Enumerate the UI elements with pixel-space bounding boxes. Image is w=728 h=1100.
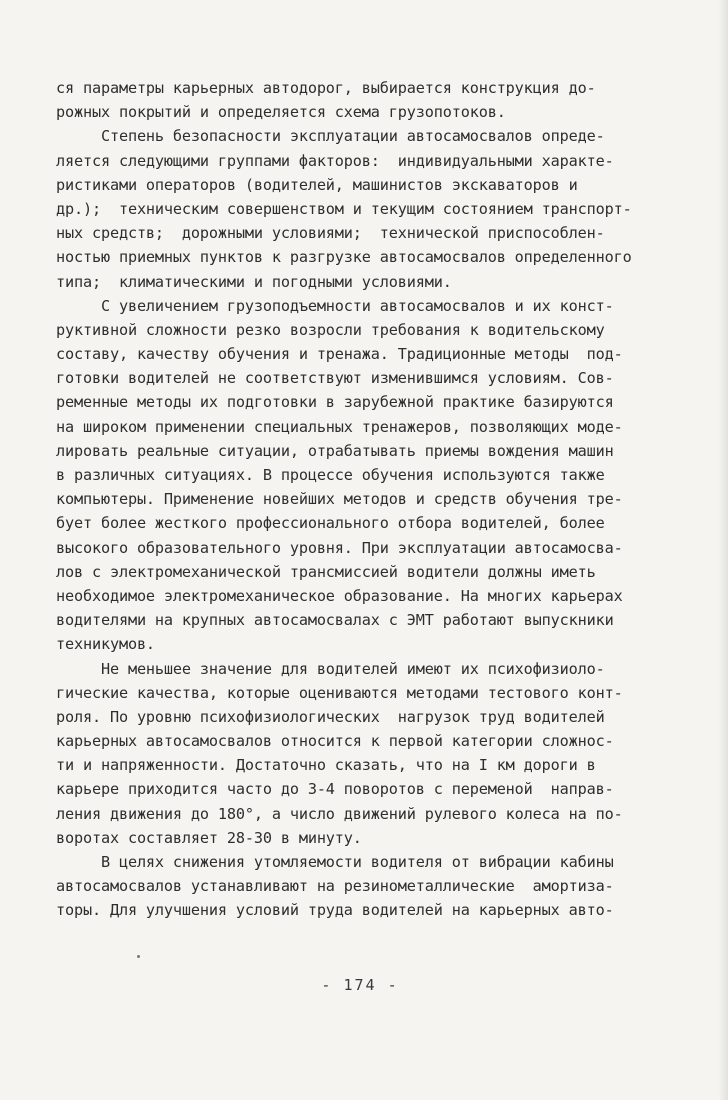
text-line: бует более жесткого профессионального отбора водителей, более xyxy=(56,514,605,533)
text-line: ристиками операторов (водителей, машинистов экскаваторов и xyxy=(56,175,578,194)
text-line: Не меньшее значение для водителей имеют их психофизиоло- xyxy=(56,659,605,678)
text-line: карьере приходится часто до 3-4 поворотов с переменой направ- xyxy=(56,780,614,799)
text-line: воротах составляет 28-30 в минуту. xyxy=(56,828,362,847)
text-line: в различных ситуациях. В процессе обучения используются также xyxy=(56,466,605,484)
text-line: ременные методы их подготовки в зарубежной практике базируются xyxy=(56,393,614,412)
text-line: на широком применении специальных тренажеров, позволяющих моде- xyxy=(56,417,623,436)
text-line: техникумов. xyxy=(56,635,155,654)
text-line: лов с электромеханической трансмиссией водители должны иметь xyxy=(56,562,596,581)
text-line: ся параметры карьерных автодорог, выбирается конструкция до- xyxy=(56,79,596,97)
text-line: ти и напряженности. Достаточно сказать, что на I км дороги в xyxy=(56,756,596,775)
text-line: типа; климатическими и погодными условиями. xyxy=(56,272,452,291)
text-line: ностью приемных пунктов к разгрузке автосамосвалов определенного xyxy=(56,248,632,267)
text-line: роля. По уровню психофизиологических нагрузок труд водителей xyxy=(56,707,605,726)
text-line: Степень безопасности эксплуатации автосамосвалов опреде- xyxy=(56,127,605,146)
text-line: ных средств; дорожными условиями; технической приспособлен- xyxy=(56,224,605,243)
text-line: торы. Для улучшения условий труда водителей на карьерных авто- xyxy=(56,901,614,920)
text-line: автосамосвалов устанавливают на резинометаллические амортиза- xyxy=(56,877,614,896)
text-line: гические качества, которые оцениваются методами тестового конт- xyxy=(56,683,623,702)
text-line: готовки водителей не соответствуют изменившимся условиям. Сов- xyxy=(56,369,614,388)
text-line: необходимое электромеханическое образование. На многих карьерах xyxy=(56,586,623,605)
body-text xyxy=(56,76,701,923)
text-line: др.); техническим совершенством и текущим состоянием транспорт- xyxy=(56,199,632,218)
text-line: высокого образовательного уровня. При эксплуатации автосамосва- xyxy=(56,538,623,557)
text-line: руктивной сложности резко возросли требования к водительскому xyxy=(56,320,605,339)
page-number: - 174 - xyxy=(321,976,399,994)
text-line: компьютеры. Применение новейших методов и средств обучения тре- xyxy=(56,490,623,509)
text-line: рожных покрытий и определяется схема грузопотоков. xyxy=(56,103,506,122)
text-line: составу, качеству обучения и тренажа. Традиционные методы под- xyxy=(56,345,623,364)
text-line: лировать реальные ситуации, отрабатывать приемы вождения машин xyxy=(56,441,614,460)
scan-speck xyxy=(137,955,140,958)
text-line: карьерных автосамосвалов относится к первой категории сложнос- xyxy=(56,732,614,751)
text-line: С увеличением грузоподъемности автосамосвалов и их конст- xyxy=(56,296,614,315)
text-line: ляется следующими группами факторов: индивидуальными характе- xyxy=(56,151,614,170)
text-line: В целях снижения утомляемости водителя от вибрации кабины xyxy=(56,853,614,871)
text-line: ления движения до 180°, а число движений рулевого колеса на по- xyxy=(56,804,623,823)
text-line: водителями на крупных автосамосвалах с ЭМТ работают выпускники xyxy=(56,611,614,630)
scan-edge-shadow xyxy=(718,0,728,1100)
